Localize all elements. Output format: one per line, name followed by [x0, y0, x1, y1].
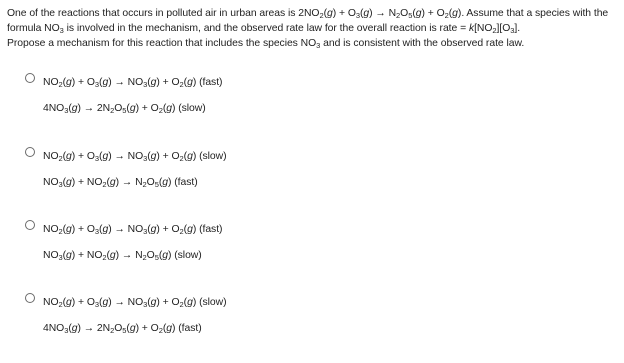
answer-option-2[interactable] — [0, 147, 624, 217]
radio-button-option-3[interactable] — [25, 220, 35, 230]
option-2-step-2-rate: (fast) — [174, 177, 198, 188]
answer-option-4[interactable] — [0, 293, 624, 363]
radio-button-option-2[interactable] — [25, 147, 35, 157]
option-3-step-1: $NO_2(g) + O_3(g) \to NO_3(g) + O_2(g)$ (fast) — [43, 224, 223, 236]
option-1-step-2: $4NO_3(g) \to 2N_2O_5(g) + O_2(g)$ (slow) — [43, 103, 206, 115]
option-4-step-1: $NO_2(g) + O_3(g) \to NO_3(g) + O_2(g)$ (slow) — [43, 297, 227, 309]
option-1-step-1-rate: (fast) — [199, 77, 223, 88]
option-2-step-1: $NO_2(g) + O_3(g) \to NO_3(g) + O_2(g)$ (slow) — [43, 151, 227, 163]
option-1-step-2-rate: (slow) — [178, 103, 206, 114]
question-line-2: formula $NO_3$ is involved in the mechanism, and the observed rate law for the overall reaction is rate = $k[NO_2][O_3]$. — [7, 23, 521, 35]
option-4-step-1-rate: (slow) — [199, 297, 227, 308]
option-4-step-2-rate: (fast) — [178, 323, 202, 334]
option-2-step-2: $NO_3(g) + NO_2(g) \to N_2O_5(g)$ (fast) — [43, 177, 198, 189]
option-2-step-1-rate: (slow) — [199, 151, 227, 162]
radio-button-option-4[interactable] — [25, 293, 35, 303]
option-3-step-2-rate: (slow) — [174, 250, 202, 261]
option-3-step-1-rate: (fast) — [199, 224, 223, 235]
question-text — [7, 6, 619, 51]
option-3-step-2: $NO_3(g) + NO_2(g) \to N_2O_5(g)$ (slow) — [43, 250, 202, 262]
question-line-3: Propose a mechanism for this reaction that includes the species $NO_3$ and is consistent with the observed rate law. — [7, 38, 525, 50]
option-4-step-2: $4NO_3(g) \to 2N_2O_5(g) + O_2(g)$ (fast) — [43, 323, 202, 335]
option-1-step-1: $NO_2(g) + O_3(g) \to NO_3(g) + O_2(g)$ (fast) — [43, 77, 223, 89]
question-line-1: One of the reactions that occurs in polluted air in urban areas is $2NO_2(g) + O_3(g) \to N_2O_5(g) + O_2(g)$. Assume that a species with the — [7, 8, 609, 20]
radio-button-option-1[interactable] — [25, 73, 35, 83]
answer-option-3[interactable] — [0, 220, 624, 290]
answer-option-1[interactable] — [0, 73, 624, 143]
